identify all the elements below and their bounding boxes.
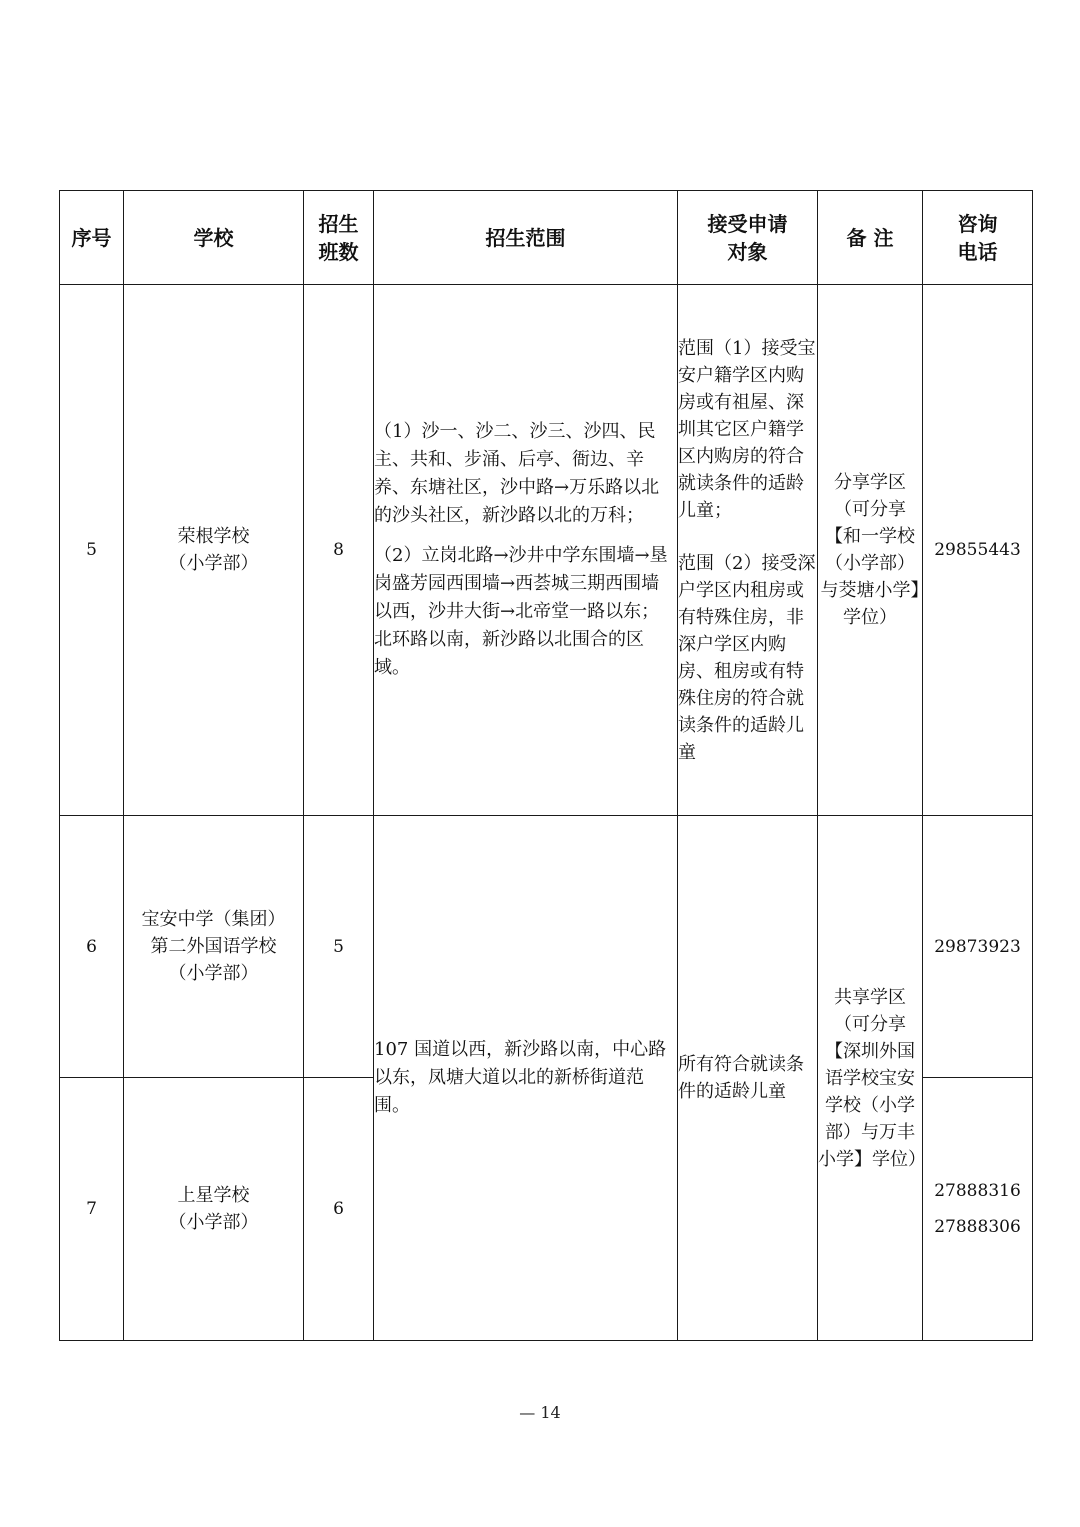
school-section: （小学部） <box>168 963 259 984</box>
header-classes-line2: 班数 <box>318 239 359 264</box>
row-school <box>124 1078 304 1341</box>
header-school: 学校 <box>124 191 304 285</box>
row-phone <box>923 816 1033 1078</box>
row-school <box>124 285 304 816</box>
row-phone <box>923 1078 1033 1341</box>
page-number: — 14 <box>519 1403 561 1422</box>
row-seq: 6 <box>60 816 124 1078</box>
row-range <box>374 285 678 816</box>
table-row <box>60 816 1033 1078</box>
phone-number-1: 27888316 <box>934 1181 1021 1201</box>
shared-remark: 共享学区（可分享【深圳外国语学校宝安学校（小学部）与万丰小学】学位） <box>818 816 923 1341</box>
header-phone-line2: 电话 <box>957 239 998 264</box>
header-row <box>60 191 1033 285</box>
row-classes: 6 <box>304 1078 374 1341</box>
row-phone <box>923 285 1033 816</box>
header-phone <box>923 191 1033 285</box>
range-text: 107 国道以西，新沙路以南，中心路以东，凤塘大道以北的新桥街道范围。 <box>374 1039 667 1116</box>
row-classes: 8 <box>304 285 374 816</box>
table-row <box>60 285 1033 816</box>
phone-number: 29855443 <box>934 540 1021 560</box>
row-applicant <box>678 285 818 816</box>
phone-number: 29873923 <box>934 936 1021 957</box>
header-applicant-line2: 对象 <box>727 239 768 264</box>
shared-range <box>374 816 678 1341</box>
header-classes <box>304 191 374 285</box>
phone-number-2: 27888306 <box>934 1217 1021 1237</box>
row-seq: 7 <box>60 1078 124 1341</box>
header-range: 招生范围 <box>374 191 678 285</box>
header-phone-line1: 咨询 <box>957 211 998 236</box>
row-school <box>124 816 304 1078</box>
school-name: 荣根学校 <box>177 526 250 547</box>
header-applicant <box>678 191 818 285</box>
range-item-1: （1）沙一、沙二、沙三、沙四、民主、共和、步涌、后亭、衙边、辛养、东塘社区，沙中路→万乐路以北的沙头社区，新沙路以北的万科； <box>374 421 660 526</box>
applicant-item-2: 范围（2）接受深户学区内租房或有特殊住房，非深户学区内购房、租房或有特殊住房的符合就读条件的适龄儿童 <box>678 552 816 763</box>
row-classes: 5 <box>304 816 374 1078</box>
school-section: （小学部） <box>168 1212 259 1233</box>
school-name: 宝安中学（集团） <box>141 909 286 930</box>
header-seq: 序号 <box>60 191 124 285</box>
applicant-text: 所有符合就读条件的适龄儿童 <box>678 1054 804 1102</box>
school-name: 上星学校 <box>177 1185 250 1206</box>
header-classes-line1: 招生 <box>318 211 359 236</box>
applicant-item-1: 范围（1）接受宝安户籍学区内购房或有祖屋、深圳其它区户籍学区内购房的符合就读条件的适龄儿童； <box>678 337 816 521</box>
school-section: （小学部） <box>168 553 259 574</box>
header-remark: 备 注 <box>818 191 923 285</box>
row-remark: 分享学区（可分享【和一学校（小学部）与茭塘小学】学位） <box>818 285 923 816</box>
school-name-cont: 第二外国语学校 <box>150 936 277 957</box>
admission-table <box>59 190 1033 1341</box>
header-applicant-line1: 接受申请 <box>707 211 788 236</box>
range-item-2: （2）立岗北路→沙井中学东围墙→垦岗盛芳园西围墙→西荟城三期西围墙以西，沙井大街→北帝堂一路以东；北环路以南，新沙路以北围合的区域。 <box>374 545 668 678</box>
shared-applicant <box>678 816 818 1341</box>
row-seq: 5 <box>60 285 124 816</box>
